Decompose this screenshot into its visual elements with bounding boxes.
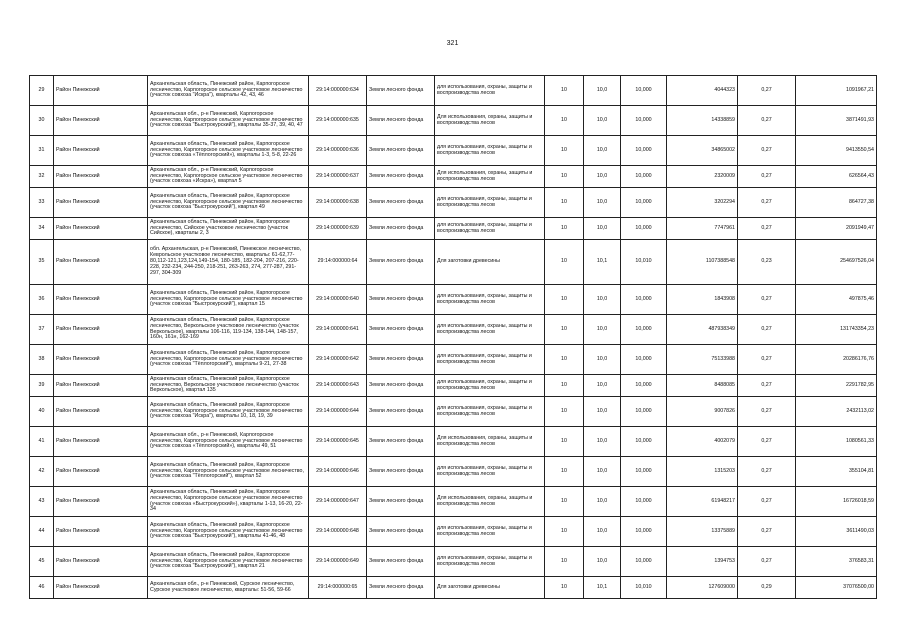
value-2-cell: 10,1 [584, 577, 621, 599]
area-cell: 1843908 [667, 285, 738, 315]
location-cell: Архангельская область, Пинежский район, Карпогорское лесничество, Карпогорское сельское участковое лесничество (участок совхоза "Быстрокурский"), квартал 49 [148, 188, 309, 218]
location-cell: Архангельская область, Пинежский район, Карпогорское лесничество, Карпогорское сельское участковое лесничество, (участок совхоза "Тёплогорский"), квартал 52 [148, 457, 309, 487]
value-3-cell: 10,000 [621, 315, 667, 345]
permitted-use-cell: Для использования, охраны, защиты и воспроизводства лесов [435, 487, 545, 517]
permitted-use-cell: для использования, охраны, защиты и воспроизводства лесов [435, 457, 545, 487]
amount-cell: 3611490,03 [796, 517, 877, 547]
location-cell: Архангельская область, Пинежский район, Карпогорское лесничество, Веркольское участковое лесничество (участок Веркольское), квартал 135 [148, 375, 309, 397]
amount-cell: 355104,81 [796, 457, 877, 487]
cadastral-number-cell: 29:14:000000:65 [309, 577, 367, 599]
location-cell: Архангельская область, Пинежский район, Карпогорское лесничество, Карпогорское сельское участковое лесничество (участок совхоза "Искра"), кварталы 42, 43, 46 [148, 76, 309, 106]
amount-cell: 1091967,21 [796, 76, 877, 106]
rate-cell: 0,27 [738, 457, 796, 487]
row-number: 43 [30, 487, 54, 517]
value-3-cell: 10,000 [621, 166, 667, 188]
land-category-cell: Земли лесного фонда [367, 76, 435, 106]
land-category-cell: Земли лесного фонда [367, 188, 435, 218]
value-2-cell: 10,0 [584, 345, 621, 375]
district-cell: Район Пинежский [54, 315, 148, 345]
location-cell: Архангельская область, Пинежский район, Карпогорское лесничество, Карпогорское сельское участковое лесничество (участок совхоза "Быстрокурский"), квартал 15 [148, 285, 309, 315]
value-3-cell: 10,010 [621, 577, 667, 599]
permitted-use-cell: для использования, охраны, защиты и воспроизводства лесов [435, 285, 545, 315]
value-1-cell: 10 [545, 188, 584, 218]
rate-cell: 0,23 [738, 240, 796, 285]
table-row [30, 397, 877, 427]
location-cell: Архангельская область, Пинежский район, Карпогорское лесничество, Карпогорское сельское участковое лесничество (участок совхоза "Искра"), кварталы 10, 18, 19, 39 [148, 397, 309, 427]
area-cell: 7747961 [667, 218, 738, 240]
amount-cell: 497875,46 [796, 285, 877, 315]
value-3-cell: 10,000 [621, 136, 667, 166]
location-cell: Архангельская область, Пинежский район, Карпогорское лесничество, Карпогорское сельское участковое лесничество (участок совхоза "Тёплогорский"), кварталы 9-21, 27-38 [148, 345, 309, 375]
value-2-cell: 10,0 [584, 547, 621, 577]
area-cell: 2320009 [667, 166, 738, 188]
table-row [30, 136, 877, 166]
district-cell: Район Пинежский [54, 487, 148, 517]
permitted-use-cell: для использования, охраны, защиты и воспроизводства лесов [435, 375, 545, 397]
area-cell: 127609000 [667, 577, 738, 599]
permitted-use-cell: Для использования, охраны, защиты и воспроизводства лесов [435, 166, 545, 188]
table-body [30, 76, 877, 599]
district-cell: Район Пинежский [54, 577, 148, 599]
value-2-cell: 10,0 [584, 166, 621, 188]
area-cell: 9007826 [667, 397, 738, 427]
amount-cell: 2091949,47 [796, 218, 877, 240]
cadastral-number-cell: 29:14:000000:638 [309, 188, 367, 218]
cadastral-number-cell: 29:14:000000:643 [309, 375, 367, 397]
district-cell: Район Пинежский [54, 76, 148, 106]
value-3-cell: 10,000 [621, 457, 667, 487]
value-3-cell: 10,000 [621, 188, 667, 218]
table-row [30, 547, 877, 577]
permitted-use-cell: для использования, охраны, защиты и воспроизводства лесов [435, 547, 545, 577]
row-number: 41 [30, 427, 54, 457]
value-1-cell: 10 [545, 517, 584, 547]
value-2-cell: 10,0 [584, 188, 621, 218]
value-3-cell: 10,000 [621, 285, 667, 315]
rate-cell: 0,27 [738, 218, 796, 240]
cadastral-number-cell: 29:14:000000:636 [309, 136, 367, 166]
rate-cell: 0,27 [738, 285, 796, 315]
cadastral-number-cell: 29:14:000000:634 [309, 76, 367, 106]
value-2-cell: 10,0 [584, 517, 621, 547]
permitted-use-cell: для использования, охраны, защиты и воспроизводства лесов [435, 517, 545, 547]
rate-cell: 0,27 [738, 106, 796, 136]
location-cell: Архангельская область, Пинежский район, Карпогорское лесничество, Карпогорское сельское участковое лесничество (участок совхоза "Быстрокурский"), кварталы 41-46, 48 [148, 517, 309, 547]
value-1-cell: 10 [545, 106, 584, 136]
land-category-cell: Земли лесного фонда [367, 577, 435, 599]
rate-cell: 0,27 [738, 547, 796, 577]
cadastral-number-cell: 29:14:000000:639 [309, 218, 367, 240]
rate-cell: 0,27 [738, 136, 796, 166]
district-cell: Район Пинежский [54, 397, 148, 427]
value-3-cell: 10,000 [621, 517, 667, 547]
area-cell: 13375889 [667, 517, 738, 547]
land-category-cell: Земли лесного фонда [367, 345, 435, 375]
rate-cell: 0,27 [738, 487, 796, 517]
value-1-cell: 10 [545, 345, 584, 375]
area-cell: 4002079 [667, 427, 738, 457]
district-cell: Район Пинежский [54, 375, 148, 397]
land-category-cell: Земли лесного фонда [367, 547, 435, 577]
rate-cell: 0,27 [738, 76, 796, 106]
land-category-cell: Земли лесного фонда [367, 427, 435, 457]
value-2-cell: 10,0 [584, 218, 621, 240]
value-3-cell: 10,000 [621, 106, 667, 136]
value-3-cell: 10,000 [621, 427, 667, 457]
row-number: 42 [30, 457, 54, 487]
row-number: 44 [30, 517, 54, 547]
value-2-cell: 10,0 [584, 285, 621, 315]
value-1-cell: 10 [545, 76, 584, 106]
amount-cell: 1080561,33 [796, 427, 877, 457]
amount-cell: 9413550,54 [796, 136, 877, 166]
rate-cell: 0,29 [738, 577, 796, 599]
row-number: 39 [30, 375, 54, 397]
area-cell: 3202294 [667, 188, 738, 218]
district-cell: Район Пинежский [54, 345, 148, 375]
table-row [30, 218, 877, 240]
location-cell: Архангельская область, Пинежский район, Карпогорское лесничество, Веркольское участковое лесничество (участок Веркольское), кварталы 106-116, 119-134, 138-144, 148-157, 160н, 161н, 162-169 [148, 315, 309, 345]
row-number: 33 [30, 188, 54, 218]
value-1-cell: 10 [545, 218, 584, 240]
area-cell: 8488085 [667, 375, 738, 397]
value-1-cell: 10 [545, 547, 584, 577]
cadastral-number-cell: 29:14:000000:647 [309, 487, 367, 517]
area-cell: 487938349 [667, 315, 738, 345]
cadastral-number-cell: 29:14:000000:646 [309, 457, 367, 487]
district-cell: Район Пинежский [54, 106, 148, 136]
area-cell: 34865002 [667, 136, 738, 166]
permitted-use-cell: Для заготовки древесины [435, 240, 545, 285]
location-cell: Архангельская область, Пинежский район, Карпогорское лесничество, Карпогорское сельское участковое лесничество (участок совхоза "Быстрокурский"), квартал 21 [148, 547, 309, 577]
area-cell: 14338859 [667, 106, 738, 136]
table-row [30, 76, 877, 106]
row-number: 40 [30, 397, 54, 427]
land-category-cell: Земли лесного фонда [367, 240, 435, 285]
rate-cell: 0,27 [738, 397, 796, 427]
amount-cell: 254697526,04 [796, 240, 877, 285]
land-category-cell: Земли лесного фонда [367, 136, 435, 166]
district-cell: Район Пинежский [54, 218, 148, 240]
value-2-cell: 10,0 [584, 487, 621, 517]
land-category-cell: Земли лесного фонда [367, 397, 435, 427]
district-cell: Район Пинежский [54, 240, 148, 285]
amount-cell: 3871491,93 [796, 106, 877, 136]
value-2-cell: 10,0 [584, 76, 621, 106]
area-cell: 1394753 [667, 547, 738, 577]
permitted-use-cell: для использования, охраны, защиты и воспроизводства лесов [435, 188, 545, 218]
land-category-cell: Земли лесного фонда [367, 106, 435, 136]
value-2-cell: 10,0 [584, 136, 621, 166]
value-3-cell: 10,000 [621, 397, 667, 427]
table-row [30, 427, 877, 457]
rate-cell: 0,27 [738, 427, 796, 457]
amount-cell: 131743354,23 [796, 315, 877, 345]
permitted-use-cell: Для использования, охраны, защиты и воспроизводства лесов [435, 427, 545, 457]
cadastral-number-cell: 29:14:000000:641 [309, 315, 367, 345]
cadastral-number-cell: 29:14:000000:640 [309, 285, 367, 315]
land-category-cell: Земли лесного фонда [367, 285, 435, 315]
value-3-cell: 10,000 [621, 218, 667, 240]
table-row [30, 166, 877, 188]
value-1-cell: 10 [545, 487, 584, 517]
table-row [30, 285, 877, 315]
value-2-cell: 10,0 [584, 427, 621, 457]
location-cell: Архангельская обл., р-н Пинежский, Сурское лесничество, Сурское участковое лесничество, кварталы: 51-56, 59-66 [148, 577, 309, 599]
value-2-cell: 10,0 [584, 315, 621, 345]
permitted-use-cell: Для заготовки древесины [435, 577, 545, 599]
permitted-use-cell: Для использования, охраны, защиты и воспроизводства лесов [435, 106, 545, 136]
area-cell: 1315203 [667, 457, 738, 487]
value-2-cell: 10,0 [584, 397, 621, 427]
cadastral-number-cell: 29:14:000000:649 [309, 547, 367, 577]
amount-cell: 864727,38 [796, 188, 877, 218]
cadastral-number-cell: 29:14:000000:635 [309, 106, 367, 136]
area-cell: 75133988 [667, 345, 738, 375]
value-2-cell: 10,0 [584, 375, 621, 397]
land-category-cell: Земли лесного фонда [367, 218, 435, 240]
location-cell: Архангельская обл., р-н Пинежский, Карпогорское лесничество, Карпогорское сельское участковое лесничество (участок совхоза "Быстрокурский"), кварталы 35-37, 39, 40, 47 [148, 106, 309, 136]
table-row [30, 577, 877, 599]
value-3-cell: 10,000 [621, 547, 667, 577]
cadastral-number-cell: 29:14:000000:637 [309, 166, 367, 188]
district-cell: Район Пинежский [54, 188, 148, 218]
rate-cell: 0,27 [738, 188, 796, 218]
table-row [30, 106, 877, 136]
land-registry-table [29, 75, 877, 599]
amount-cell: 376583,31 [796, 547, 877, 577]
value-2-cell: 10,0 [584, 457, 621, 487]
value-1-cell: 10 [545, 166, 584, 188]
row-number: 32 [30, 166, 54, 188]
land-category-cell: Земли лесного фонда [367, 166, 435, 188]
permitted-use-cell: для использования, охраны, защиты и воспроизводства лесов [435, 345, 545, 375]
cadastral-number-cell: 29:14:000000:648 [309, 517, 367, 547]
rate-cell: 0,27 [738, 315, 796, 345]
cadastral-number-cell: 29:14:000000:644 [309, 397, 367, 427]
value-3-cell: 10,010 [621, 240, 667, 285]
location-cell: Архангельская область, Пинежский район, Карпогорское лесничество, Сийское участковое лесничество (участок Сийское), кварталы 2, 3 [148, 218, 309, 240]
value-1-cell: 10 [545, 457, 584, 487]
value-1-cell: 10 [545, 240, 584, 285]
value-2-cell: 10,0 [584, 106, 621, 136]
land-category-cell: Земли лесного фонда [367, 517, 435, 547]
table-row [30, 240, 877, 285]
value-3-cell: 10,000 [621, 76, 667, 106]
row-number: 34 [30, 218, 54, 240]
permitted-use-cell: для использования, охраны, защиты и воспроизводства лесов [435, 76, 545, 106]
amount-cell: 16726018,59 [796, 487, 877, 517]
location-cell: Архангельская область, Пинежский район, Карпогорское лесничество, Карпогорское сельское участковое лесничество (участок совхоза «Быстрокурский»), кварталы 1-13, 16-20, 22-34 [148, 487, 309, 517]
amount-cell: 20286176,76 [796, 345, 877, 375]
value-3-cell: 10,000 [621, 375, 667, 397]
table-row [30, 188, 877, 218]
value-1-cell: 10 [545, 397, 584, 427]
location-cell: Архангельская обл., р-н Пинежский, Карпогорское лесничество, Карпогорское сельское участковое лесничество (участок совхоза «Тёплогорский»), кварталы 49, 51 [148, 427, 309, 457]
row-number: 38 [30, 345, 54, 375]
area-cell: 1107388548 [667, 240, 738, 285]
page-number: 321 [446, 40, 459, 47]
rate-cell: 0,27 [738, 375, 796, 397]
row-number: 35 [30, 240, 54, 285]
row-number: 30 [30, 106, 54, 136]
value-1-cell: 10 [545, 315, 584, 345]
land-category-cell: Земли лесного фонда [367, 487, 435, 517]
rate-cell: 0,27 [738, 166, 796, 188]
district-cell: Район Пинежский [54, 517, 148, 547]
row-number: 46 [30, 577, 54, 599]
district-cell: Район Пинежский [54, 166, 148, 188]
value-1-cell: 10 [545, 577, 584, 599]
land-category-cell: Земли лесного фонда [367, 457, 435, 487]
amount-cell: 2432113,02 [796, 397, 877, 427]
district-cell: Район Пинежский [54, 547, 148, 577]
row-number: 45 [30, 547, 54, 577]
row-number: 29 [30, 76, 54, 106]
value-1-cell: 10 [545, 427, 584, 457]
rate-cell: 0,27 [738, 345, 796, 375]
table-row [30, 345, 877, 375]
land-category-cell: Земли лесного фонда [367, 375, 435, 397]
permitted-use-cell: для использования, охраны, защиты и воспроизводства лесов [435, 315, 545, 345]
district-cell: Район Пинежский [54, 285, 148, 315]
permitted-use-cell: для использования, охраны, защиты и воспроизводства лесов [435, 136, 545, 166]
location-cell: Архангельская область, Пинежский район, Карпогорское лесничество, Карпогорское сельское участковое лесничество (участок совхоза «Тёплогорский»), кварталы 1-3, 5-8, 22-26 [148, 136, 309, 166]
table-row [30, 375, 877, 397]
row-number: 37 [30, 315, 54, 345]
table-row [30, 487, 877, 517]
value-3-cell: 10,000 [621, 487, 667, 517]
rate-cell: 0,27 [738, 517, 796, 547]
value-1-cell: 10 [545, 136, 584, 166]
land-category-cell: Земли лесного фонда [367, 315, 435, 345]
table-row [30, 517, 877, 547]
cadastral-number-cell: 29:14:000000:642 [309, 345, 367, 375]
district-cell: Район Пинежский [54, 457, 148, 487]
amount-cell: 626564,43 [796, 166, 877, 188]
cadastral-number-cell: 29:14:000000:645 [309, 427, 367, 457]
permitted-use-cell: для использования, охраны, защиты и воспроизводства лесов [435, 218, 545, 240]
row-number: 36 [30, 285, 54, 315]
area-cell: 61948217 [667, 487, 738, 517]
value-2-cell: 10,1 [584, 240, 621, 285]
cadastral-number-cell: 29:14:000000:64 [309, 240, 367, 285]
location-cell: Архангельская обл., р-н Пинежский, Карпогорское лесничество, Карпогорское сельское участковое лесничество (участок совхоза «Искра»), квартал 5 [148, 166, 309, 188]
value-1-cell: 10 [545, 285, 584, 315]
value-1-cell: 10 [545, 375, 584, 397]
row-number: 31 [30, 136, 54, 166]
amount-cell: 2291782,95 [796, 375, 877, 397]
area-cell: 4044323 [667, 76, 738, 106]
district-cell: Район Пинежский [54, 136, 148, 166]
location-cell: обл. Архангельская, р-н Пинежский, Пинежское лесничество, Кеврольское участковое лесничество, кварталы: 61-62,77-80,112-121,123,124,149-154, 180-185, 182-204, 207-216, 220-228, 232-234, 244-250, 218-251, 263-263, 274, 277-287, 291-297, 304-309 [148, 240, 309, 285]
amount-cell: 37076500,00 [796, 577, 877, 599]
value-3-cell: 10,000 [621, 345, 667, 375]
district-cell: Район Пинежский [54, 427, 148, 457]
permitted-use-cell: для использования, охраны, защиты и воспроизводства лесов [435, 397, 545, 427]
table-row [30, 315, 877, 345]
table-row [30, 457, 877, 487]
